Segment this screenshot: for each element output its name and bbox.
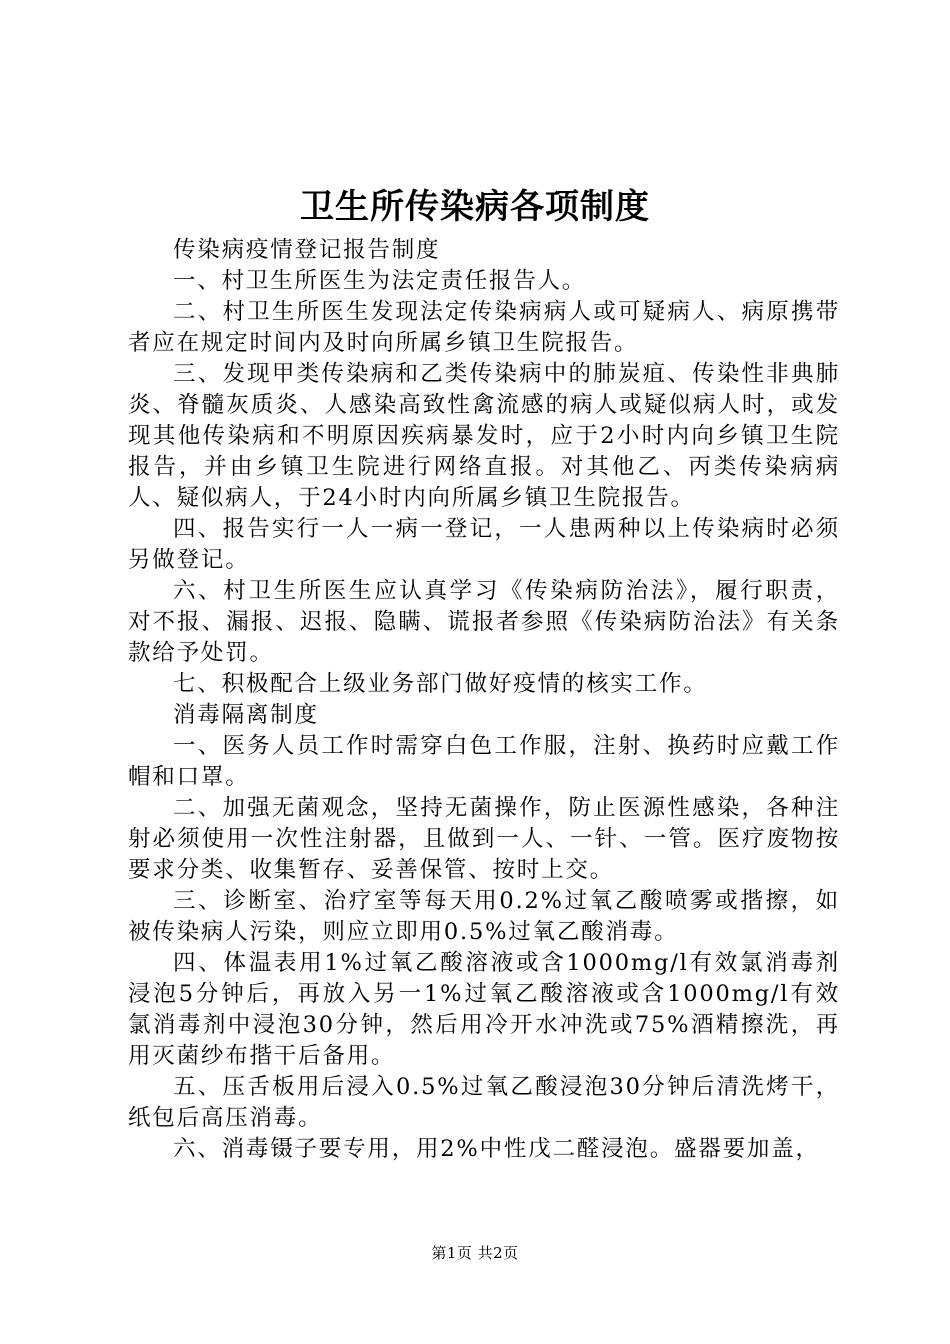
paragraph: 六、村卫生所医生应认真学习《传染病防治法》，履行职责，对不报、漏报、迟报、隐瞒、谎报者参照《传染病防治法》有关条款给予处罚。 [128,578,840,666]
paragraph: 三、诊断室、治疗室等每天用0.2%过氧乙酸喷雾或揩擦，如被传染病人污染，则应立即用0.5%过氧乙酸消毒。 [128,888,840,945]
section-heading-disinfection: 消毒隔离制度 [173,702,319,728]
paragraph: 三、发现甲类传染病和乙类传染病中的肺炭疽、传染性非典肺炎、脊髓灰质炎、人感染高致性禽流感的病人或疑似病人时，或发现其他传染病和不明原因疾病暴发时，应于2小时内向乡镇卫生院报告，并由乡镇卫生院进行网络直报。对其他乙、丙类传染病病人、疑似病人，于24小时内向所属乡镇卫生院报告。 [128,361,840,511]
paragraph: 六、消毒镊子要专用，用2%中性戊二醛浸泡。盛器要加盖， [173,1136,820,1162]
document-title: 卫生所传染病各项制度 [300,187,650,227]
paragraph: 一、村卫生所医生为法定责任报告人。 [173,268,587,294]
paragraph: 二、村卫生所医生发现法定传染病病人或可疑病人、病原携带者应在规定时间内及时向所属乡镇卫生院报告。 [128,299,840,356]
paragraph: 四、体温表用1%过氧乙酸溶液或含1000mg/l有效氯消毒剂浸泡5分钟后，再放入另一1%过氧乙酸溶液或含1000mg/l有效氯消毒剂中浸泡30分钟，然后用冷开水冲洗或75%酒精擦洗，再用灭菌纱布揩干后备用。 [128,950,840,1069]
paragraph: 七、积极配合上级业务部门做好疫情的核实工作。 [173,671,708,697]
document-body [128,235,840,1165]
paragraph: 四、报告实行一人一病一登记，一人患两种以上传染病时必须另做登记。 [128,516,840,573]
paragraph: 二、加强无菌观念，坚持无菌操作，防止医源性感染，各种注射必须使用一次性注射器，且做到一人、一针、一管。医疗废物按要求分类、收集暂存、妥善保管、按时上交。 [128,795,840,883]
section-heading-reporting: 传染病疫情登记报告制度 [173,237,441,263]
paragraph: 五、压舌板用后浸入0.5%过氧乙酸浸泡30分钟后清洗烤干，纸包后高压消毒。 [128,1074,840,1131]
paragraph: 一、医务人员工作时需穿白色工作服，注射、换药时应戴工作帽和口罩。 [128,733,840,790]
page-footer: 第1页 共2页 [431,1244,519,1262]
